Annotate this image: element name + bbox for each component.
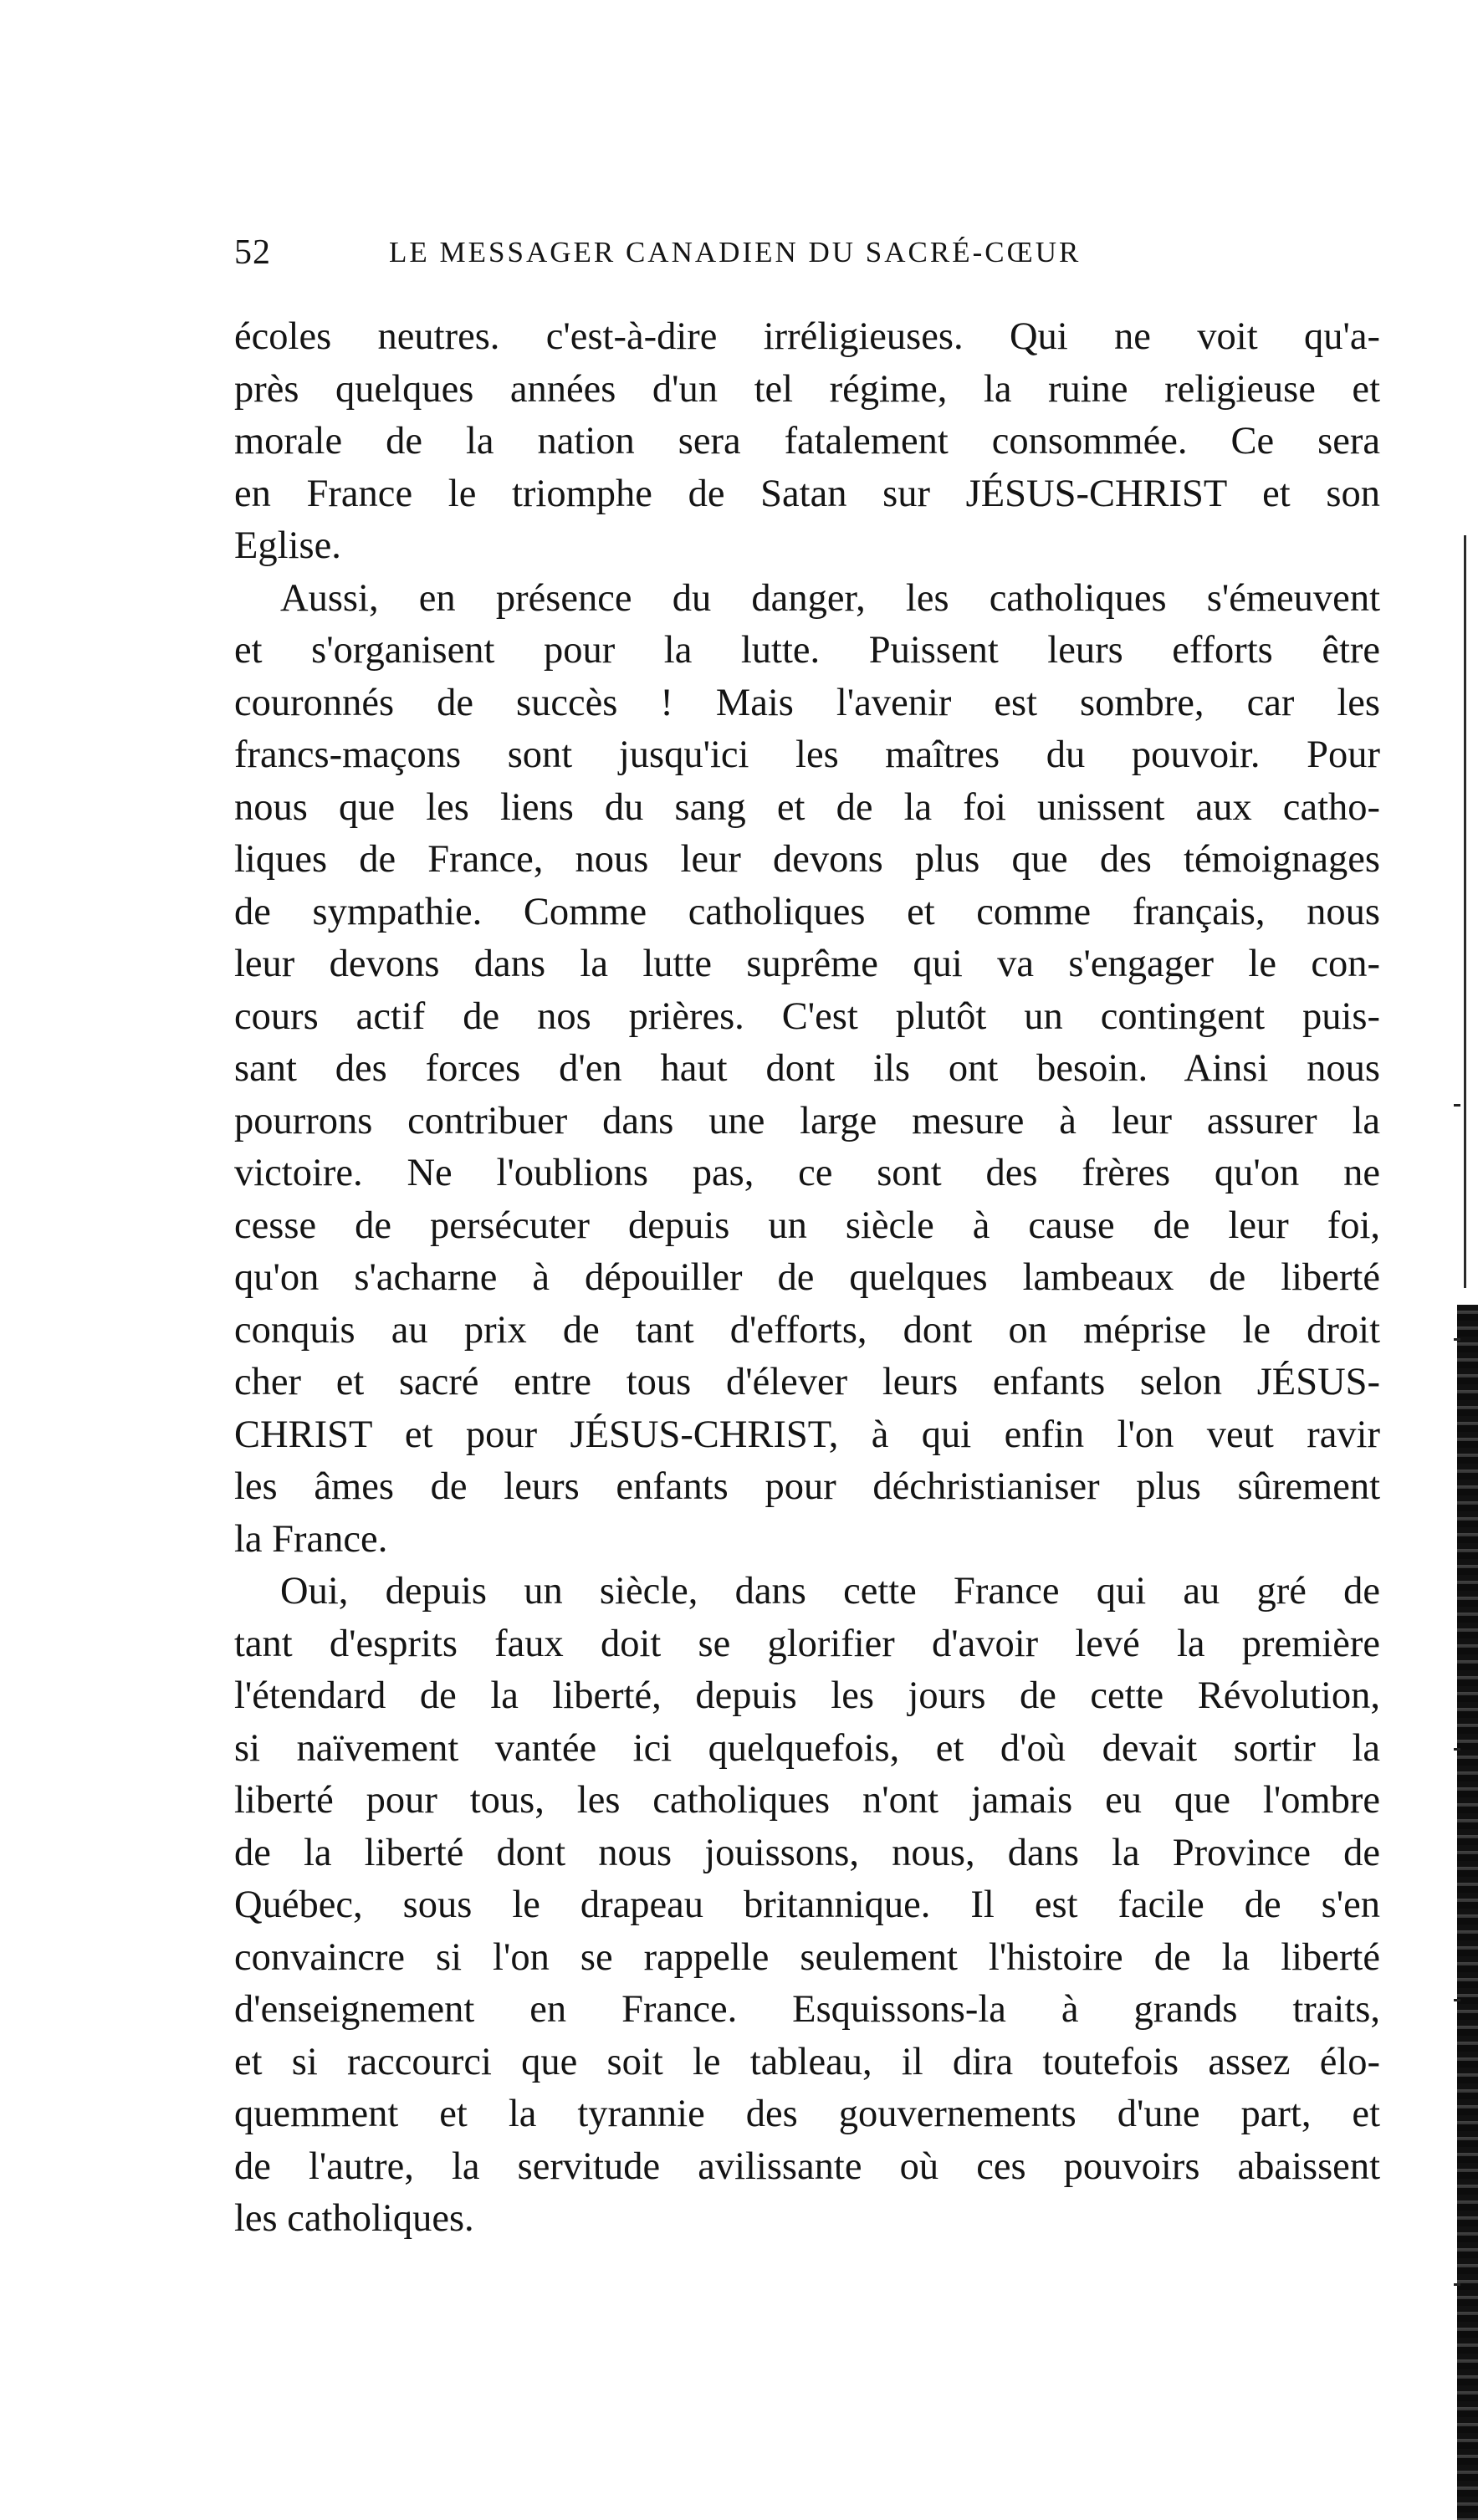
text-line: de la liberté dont nous jouissons, nous, dans la Province de [234, 1831, 1380, 1874]
text-line: tant d'esprits faux doit se glorifier d'avoir levé la première [234, 1622, 1380, 1665]
text-line: qu'on s'acharne à dépouiller de quelques lambeaux de liberté [234, 1256, 1380, 1299]
text-line: victoire. Ne l'oublions pas, ce sont des frères qu'on ne [234, 1152, 1380, 1194]
page-edge-shadow [1457, 1305, 1478, 2520]
text-line: nous que les liens du sang et de la foi unissent aux catho- [234, 785, 1380, 829]
text-line: convaincre si l'on se rappelle seulement l'histoire de la liberté [234, 1935, 1380, 1979]
text-line: en France le triomphe de Satan sur JÉSUS-CHRIST et son [234, 472, 1380, 515]
text-line: Québec, sous le drapeau britannique. Il est facile de s'en [234, 1884, 1380, 1926]
text-line: liberté pour tous, les catholiques n'ont jamais eu que l'ombre [234, 1779, 1380, 1822]
text-line: près quelques années d'un tel régime, la ruine religieuse et [234, 367, 1380, 411]
text-line: si naïvement vantée ici quelquefois, et d'où devait sortir la [234, 1726, 1380, 1770]
text-line: l'étendard de la liberté, depuis les jours de cette Révolution, [234, 1674, 1380, 1717]
edge-fleck [1454, 1338, 1460, 1341]
page-number: 52 [234, 233, 271, 272]
text-line: et si raccourci que soit le tableau, il dira toutefois assez élo- [234, 2040, 1380, 2083]
text-line: sant des forces d'en haut dont ils ont besoin. Ainsi nous [234, 1047, 1380, 1090]
edge-fleck [1454, 1999, 1460, 2001]
edge-fleck [1454, 1748, 1460, 1751]
text-line: quemment et la tyrannie des gouvernements d'une part, et [234, 2093, 1380, 2135]
text-line: morale de la nation sera fatalement consommée. Ce sera [234, 420, 1380, 463]
text-line: la France. [234, 1517, 388, 1561]
text-line: d'enseignement en France. Esquissons-la à grands traits, [234, 1988, 1380, 2031]
running-head [234, 233, 1213, 283]
text-line: cher et sacré entre tous d'élever leurs enfants selon JÉSUS- [234, 1361, 1380, 1403]
text-line: Eglise. [234, 524, 341, 567]
text-line: de l'autre, la servitude avilissante où ces pouvoirs abaissent [234, 2144, 1380, 2188]
text-line: CHRIST et pour JÉSUS-CHRIST, à qui enfin l'on veut ravir [234, 1413, 1380, 1456]
body-text [234, 311, 1380, 2246]
paragraph-start-line: Oui, depuis un siècle, dans cette France qui au gré de [280, 1570, 1380, 1613]
edge-fleck [1454, 1104, 1460, 1107]
text-line: francs-maçons sont jusqu'ici les maîtres du pouvoir. Pour [234, 734, 1380, 776]
text-line: les catholiques. [234, 2197, 474, 2240]
running-head-title: LE MESSAGER CANADIEN DU SACRÉ-CŒUR [389, 236, 1082, 268]
text-line: leur devons dans la lutte suprême qui va s'engager le con- [234, 943, 1380, 985]
page-edge-line [1464, 535, 1466, 1288]
text-line: cours actif de nos prières. C'est plutôt un contingent puis- [234, 994, 1380, 1038]
text-line: pourrons contribuer dans une large mesure à leur assurer la [234, 1099, 1380, 1142]
paragraph-start-line: Aussi, en présence du danger, les catholiques s'émeuvent [280, 576, 1380, 620]
edge-fleck [1454, 2283, 1460, 2286]
text-line: couronnés de succès ! Mais l'avenir est sombre, car les [234, 681, 1380, 724]
text-line: écoles neutres. c'est-à-dire irréligieuses. Qui ne voit qu'a- [234, 315, 1380, 358]
text-line: de sympathie. Comme catholiques et comme français, nous [234, 890, 1380, 933]
text-line: et s'organisent pour la lutte. Puissent leurs efforts être [234, 629, 1380, 672]
text-line: liques de France, nous leur devons plus que des témoignages [234, 838, 1380, 881]
text-line: conquis au prix de tant d'efforts, dont on méprise le droit [234, 1308, 1380, 1352]
text-line: cesse de persécuter depuis un siècle à cause de leur foi, [234, 1204, 1380, 1247]
text-line: les âmes de leurs enfants pour déchristianiser plus sûrement [234, 1465, 1380, 1508]
